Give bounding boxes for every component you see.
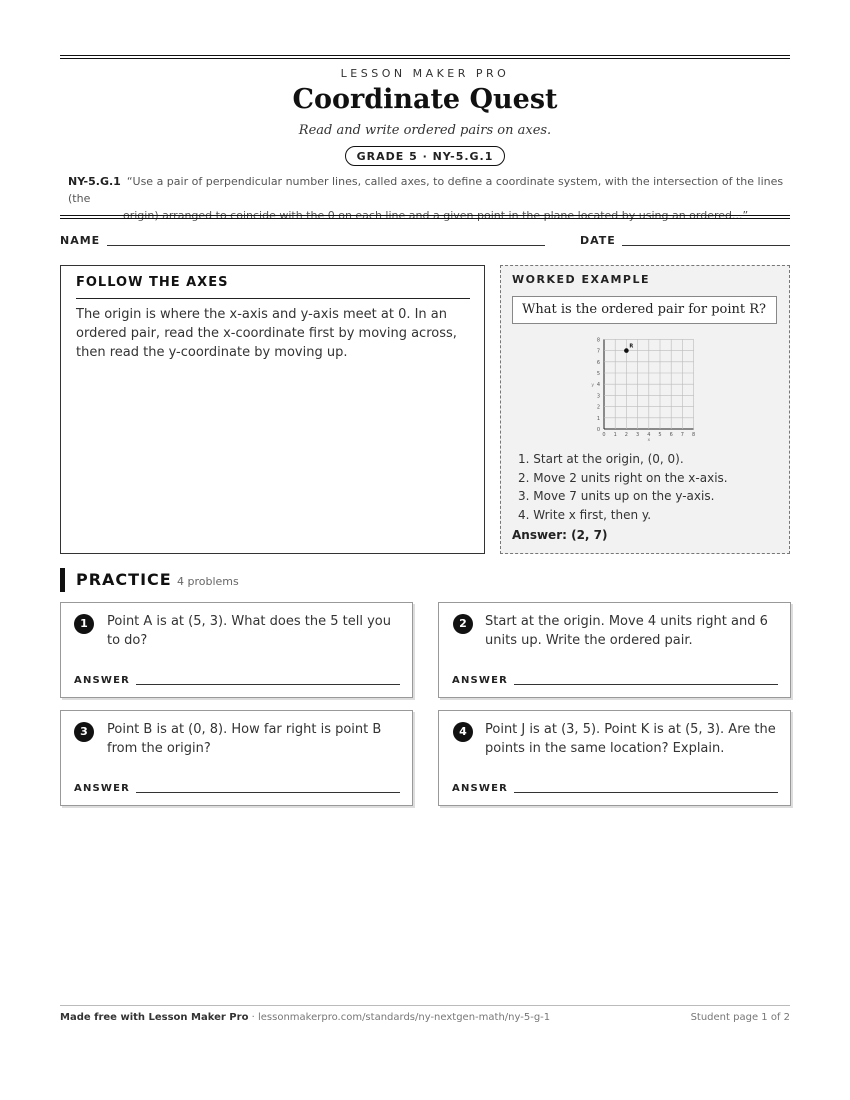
step-item: 3. Move 7 units up on the y-axis. — [518, 489, 715, 503]
answer-field[interactable] — [136, 792, 400, 793]
brand-name: LESSON MAKER PRO — [340, 67, 510, 80]
standard-quote-1: “Use a pair of perpendicular number lines, called axes, to define a coordinate system, with the intersection of the lines (the — [68, 175, 784, 205]
y-axis-label: y — [591, 383, 594, 389]
problem-text: Point J is at (3, 5). Point K is at (5, 3). Are the points in the same location? Explain. — [485, 722, 776, 756]
footer-credit — [60, 1012, 550, 1023]
problem-number-badge: 3 — [74, 722, 94, 742]
top-double-rule-a — [60, 55, 790, 56]
problem-text: Point B is at (0, 8). How far right is point B from the origin? — [107, 722, 382, 756]
problem-number-badge: 1 — [74, 614, 94, 634]
footer-page-number: Student page 1 of 2 — [690, 1012, 790, 1023]
y-tick-label: 8 — [596, 337, 600, 344]
footer-url[interactable]: · lessonmakerpro.com/standards/ny-nextgen-math/ny-5-g-1 — [248, 1012, 551, 1023]
answer-label: ANSWER — [74, 675, 131, 686]
x-axis-label: x — [647, 438, 651, 443]
step-item: 1. Start at the origin, (0, 0). — [518, 452, 684, 466]
problem-text: Start at the origin. Move 4 units right and 6 units up. Write the ordered pair. — [485, 614, 768, 648]
x-tick-label: 5 — [658, 432, 662, 438]
worked-example-title: WORKED EXAMPLE — [512, 273, 650, 286]
problem-card-1 — [60, 602, 413, 698]
name-label: NAME — [60, 234, 101, 247]
practice-title: PRACTICE — [76, 570, 172, 589]
point-r-marker — [624, 348, 629, 353]
problem-card-2 — [438, 602, 791, 698]
x-tick-label: 3 — [636, 432, 640, 438]
step-item: 4. Write x first, then y. — [518, 507, 652, 522]
x-tick-label: 1 — [613, 432, 617, 438]
follow-axes-body: The origin is where the x-axis and y-axis meet at 0. In an ordered pair, read the x-coordinate first by moving across, then read the y-coordinate by moving up. — [76, 307, 457, 360]
header-double-rule-b — [60, 218, 790, 219]
answer-field[interactable] — [514, 684, 778, 685]
y-tick-label: 7 — [596, 348, 600, 355]
x-tick-label: 2 — [624, 432, 628, 438]
name-field[interactable] — [107, 245, 545, 246]
date-label: DATE — [580, 234, 616, 247]
date-field[interactable] — [622, 245, 790, 246]
x-tick-label: 8 — [692, 432, 696, 438]
answer-field[interactable] — [136, 684, 400, 685]
answer-label: ANSWER — [452, 675, 509, 686]
problem-card-4 — [438, 710, 791, 806]
y-tick-label: 6 — [596, 359, 600, 366]
answer-label: ANSWER — [74, 783, 131, 794]
problem-text: Point A is at (5, 3). What does the 5 tell you to do? — [107, 614, 391, 648]
x-tick-label: 4 — [647, 432, 651, 438]
footer-divider — [60, 1005, 790, 1006]
practice-accent-bar — [60, 568, 65, 592]
worked-example-steps — [518, 450, 783, 524]
x-tick-label: 6 — [669, 432, 673, 438]
standard-text — [68, 173, 788, 224]
follow-axes-title: FOLLOW THE AXES — [76, 275, 229, 290]
x-tick-label: 7 — [680, 432, 684, 438]
y-tick-label: 5 — [596, 371, 600, 377]
standard-line-1 — [68, 175, 783, 205]
problem-card-3 — [60, 710, 413, 806]
page-subtitle: Read and write ordered pairs on axes. — [298, 123, 552, 138]
answer-label: ANSWER — [452, 783, 509, 794]
header-double-rule-a — [60, 215, 790, 216]
point-r-label: R — [629, 343, 634, 350]
problem-number-badge: 2 — [453, 614, 473, 634]
step-item: 2. Move 2 units right on the x-axis. — [518, 470, 728, 485]
follow-axes-divider — [76, 298, 470, 299]
page-title: Coordinate Quest — [292, 84, 558, 115]
y-tick-label: 2 — [596, 404, 600, 411]
y-tick-label: 1 — [596, 415, 600, 422]
footer-made-with: Made free with Lesson Maker Pro — [60, 1012, 249, 1023]
standard-quote-2: origin) arranged to coincide with the 0 on each line and a given point in the plane located by using an ordered...” — [123, 209, 749, 222]
grade-badge: GRADE 5 · NY-5.G.1 — [345, 146, 505, 166]
coordinate-grid — [592, 334, 702, 442]
worked-example-answer: Answer: (2, 7) — [512, 528, 608, 542]
standard-code: NY-5.G.1 — [68, 175, 121, 188]
practice-count: 4 problems — [177, 575, 239, 588]
y-tick-label: 0 — [596, 427, 600, 433]
y-tick-label: 3 — [596, 393, 600, 400]
problem-number-badge: 4 — [453, 722, 473, 742]
x-tick-label: 0 — [602, 432, 606, 438]
top-double-rule-b — [60, 58, 790, 59]
answer-field[interactable] — [514, 792, 778, 793]
worked-example-question: What is the ordered pair for point R? — [512, 296, 777, 324]
y-tick-label: 4 — [596, 382, 600, 389]
